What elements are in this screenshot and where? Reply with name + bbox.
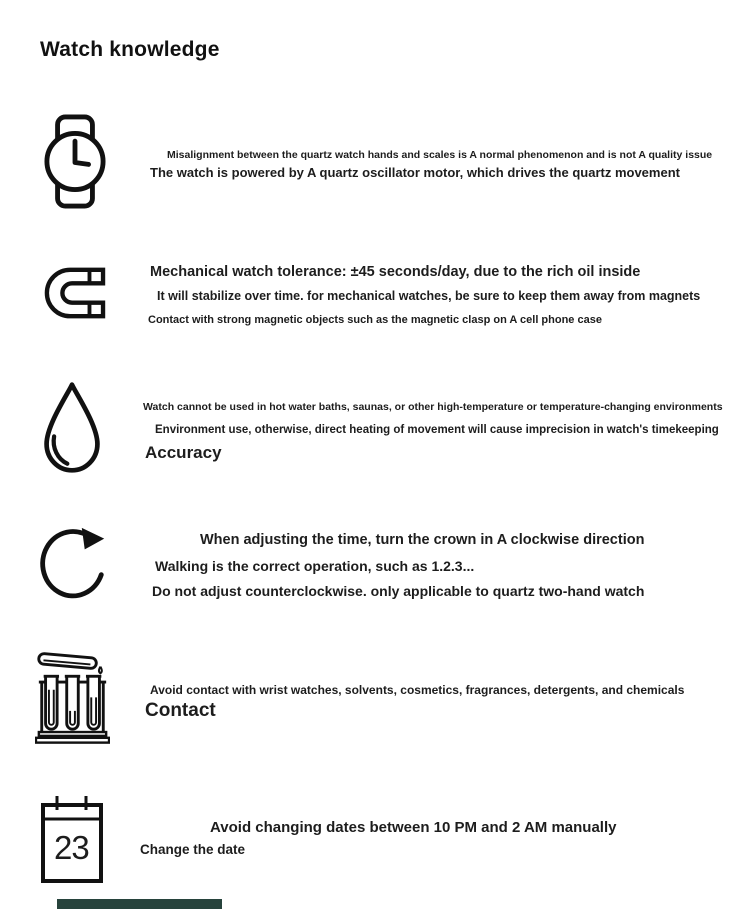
water-drop-icon — [40, 378, 104, 476]
page-title: Watch knowledge — [40, 38, 220, 61]
date-section-sub: Change the date — [140, 842, 246, 857]
crown-section-sub: Walking is the correct operation, such as 1.2.3... — [155, 558, 475, 574]
watch-section-note: Misalignment between the quartz watch hands and scales is A normal phenomenon and is not A quality issue — [167, 149, 713, 161]
magnet-icon — [42, 263, 106, 323]
chemicals-section-note: Avoid contact with wrist watches, solvents, cosmetics, fragrances, detergents, and chemicals — [150, 683, 685, 697]
crown-section-main: When adjusting the time, turn the crown in A clockwise direction — [200, 532, 645, 548]
bottom-bar-accent — [57, 899, 222, 909]
contact-heading: Contact — [145, 700, 216, 721]
crown-section-note: Do not adjust counterclockwise. only applicable to quartz two-hand watch — [152, 583, 645, 599]
temperature-section-sub: Environment use, otherwise, direct heating of movement will cause imprecision in watch's timekeeping — [155, 424, 719, 436]
temperature-section-note: Watch cannot be used in hot water baths, saunas, or other high-temperature or temperature-changing environments — [143, 401, 723, 413]
calendar-icon — [41, 795, 103, 883]
accuracy-heading: Accuracy — [145, 443, 222, 462]
watch-section-main: The watch is powered by A quartz oscillator motor, which drives the quartz movement — [150, 165, 680, 180]
test-tubes-icon — [35, 646, 110, 745]
magnet-section-sub: It will stabilize over time. for mechanical watches, be sure to keep them away from magnets — [157, 289, 701, 303]
magnet-section-note: Contact with strong magnetic objects such as the magnetic clasp on A cell phone case — [148, 314, 602, 326]
watch-icon — [44, 113, 106, 210]
date-section-main: Avoid changing dates between 10 PM and 2 AM manually — [210, 819, 617, 836]
clockwise-arrow-icon — [38, 524, 110, 600]
magnet-section-main: Mechanical watch tolerance: ±45 seconds/day, due to the rich oil inside — [150, 264, 641, 280]
calendar-date-text: 23 — [54, 829, 89, 866]
